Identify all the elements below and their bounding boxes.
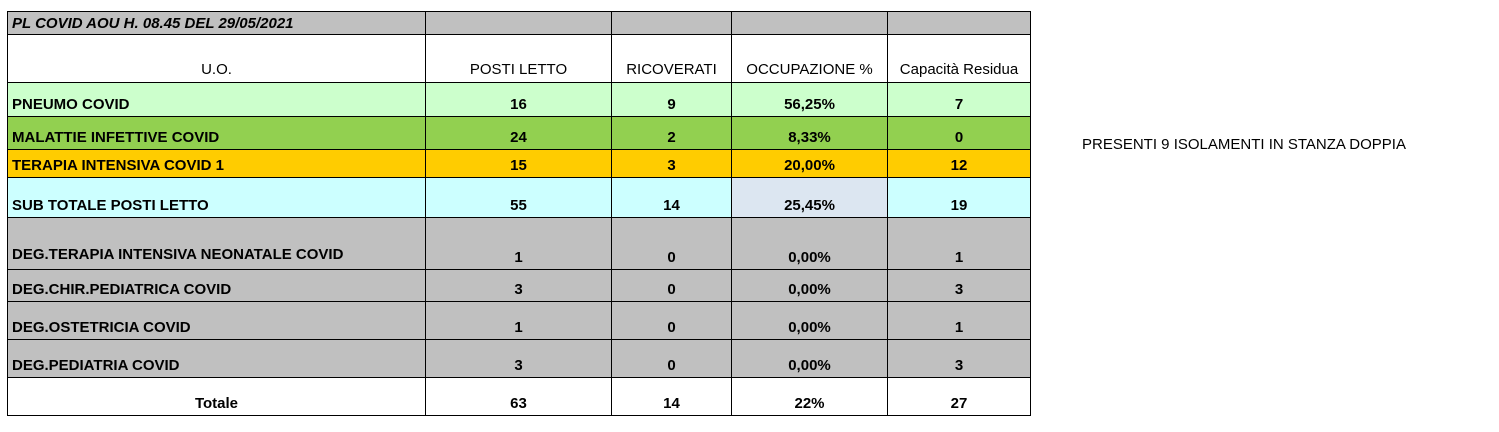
ricoverati-value: 0 — [612, 302, 732, 340]
posti-letto-value: 1 — [426, 218, 612, 270]
ricoverati-value: 9 — [612, 83, 732, 117]
occupazione-value: 25,45% — [732, 178, 888, 218]
capacita-value: 1 — [888, 302, 1031, 340]
header-ricoverati: RICOVERATI — [612, 35, 732, 83]
table-row — [8, 270, 1031, 302]
ricoverati-value: 0 — [612, 270, 732, 302]
title-empty-cell — [732, 12, 888, 35]
uo-name: DEG.TERAPIA INTENSIVA NEONATALE COVID — [8, 218, 426, 270]
occupazione-value: 56,25% — [732, 83, 888, 117]
occupazione-value: 0,00% — [732, 218, 888, 270]
total-label: Totale — [8, 378, 426, 416]
occupazione-value: 0,00% — [732, 270, 888, 302]
posti-letto-value: 1 — [426, 302, 612, 340]
subtotal-row — [8, 178, 1031, 218]
capacita-value: 19 — [888, 178, 1031, 218]
table-row — [8, 302, 1031, 340]
total-capacita: 27 — [888, 378, 1031, 416]
table-row — [8, 340, 1031, 378]
uo-name: DEG.OSTETRICIA COVID — [8, 302, 426, 340]
bed-occupancy-table — [7, 11, 1031, 416]
table-row — [8, 150, 1031, 178]
isolation-note: PRESENTI 9 ISOLAMENTI IN STANZA DOPPIA — [1082, 136, 1406, 153]
title-empty-cell — [888, 12, 1031, 35]
uo-name: DEG.PEDIATRIA COVID — [8, 340, 426, 378]
header-posti-letto: POSTI LETTO — [426, 35, 612, 83]
uo-name: MALATTIE INFETTIVE COVID — [8, 117, 426, 150]
total-ricoverati: 14 — [612, 378, 732, 416]
occupazione-value: 8,33% — [732, 117, 888, 150]
table-title: PL COVID AOU H. 08.45 DEL 29/05/2021 — [8, 12, 426, 35]
total-row — [8, 378, 1031, 416]
ricoverati-value: 14 — [612, 178, 732, 218]
capacita-value: 12 — [888, 150, 1031, 178]
title-row — [8, 12, 1031, 35]
ricoverati-value: 0 — [612, 218, 732, 270]
occupazione-value: 0,00% — [732, 340, 888, 378]
ricoverati-value: 2 — [612, 117, 732, 150]
uo-name: PNEUMO COVID — [8, 83, 426, 117]
title-empty-cell — [426, 12, 612, 35]
posti-letto-value: 55 — [426, 178, 612, 218]
posti-letto-value: 15 — [426, 150, 612, 178]
capacita-value: 0 — [888, 117, 1031, 150]
table-row — [8, 83, 1031, 117]
header-row — [8, 35, 1031, 83]
title-empty-cell — [612, 12, 732, 35]
table-row — [8, 218, 1031, 270]
capacita-value: 3 — [888, 340, 1031, 378]
posti-letto-value: 3 — [426, 270, 612, 302]
capacita-value: 3 — [888, 270, 1031, 302]
uo-name: TERAPIA INTENSIVA COVID 1 — [8, 150, 426, 178]
total-occupazione: 22% — [732, 378, 888, 416]
uo-name: SUB TOTALE POSTI LETTO — [8, 178, 426, 218]
occupazione-value: 20,00% — [732, 150, 888, 178]
header-occupazione: OCCUPAZIONE % — [732, 35, 888, 83]
capacita-value: 7 — [888, 83, 1031, 117]
occupazione-value: 0,00% — [732, 302, 888, 340]
header-capacita-residua: Capacità Residua — [888, 35, 1031, 83]
table-row — [8, 117, 1031, 150]
posti-letto-value: 16 — [426, 83, 612, 117]
ricoverati-value: 3 — [612, 150, 732, 178]
header-uo: U.O. — [8, 35, 426, 83]
posti-letto-value: 3 — [426, 340, 612, 378]
total-posti-letto: 63 — [426, 378, 612, 416]
ricoverati-value: 0 — [612, 340, 732, 378]
posti-letto-value: 24 — [426, 117, 612, 150]
capacita-value: 1 — [888, 218, 1031, 270]
uo-name: DEG.CHIR.PEDIATRICA COVID — [8, 270, 426, 302]
